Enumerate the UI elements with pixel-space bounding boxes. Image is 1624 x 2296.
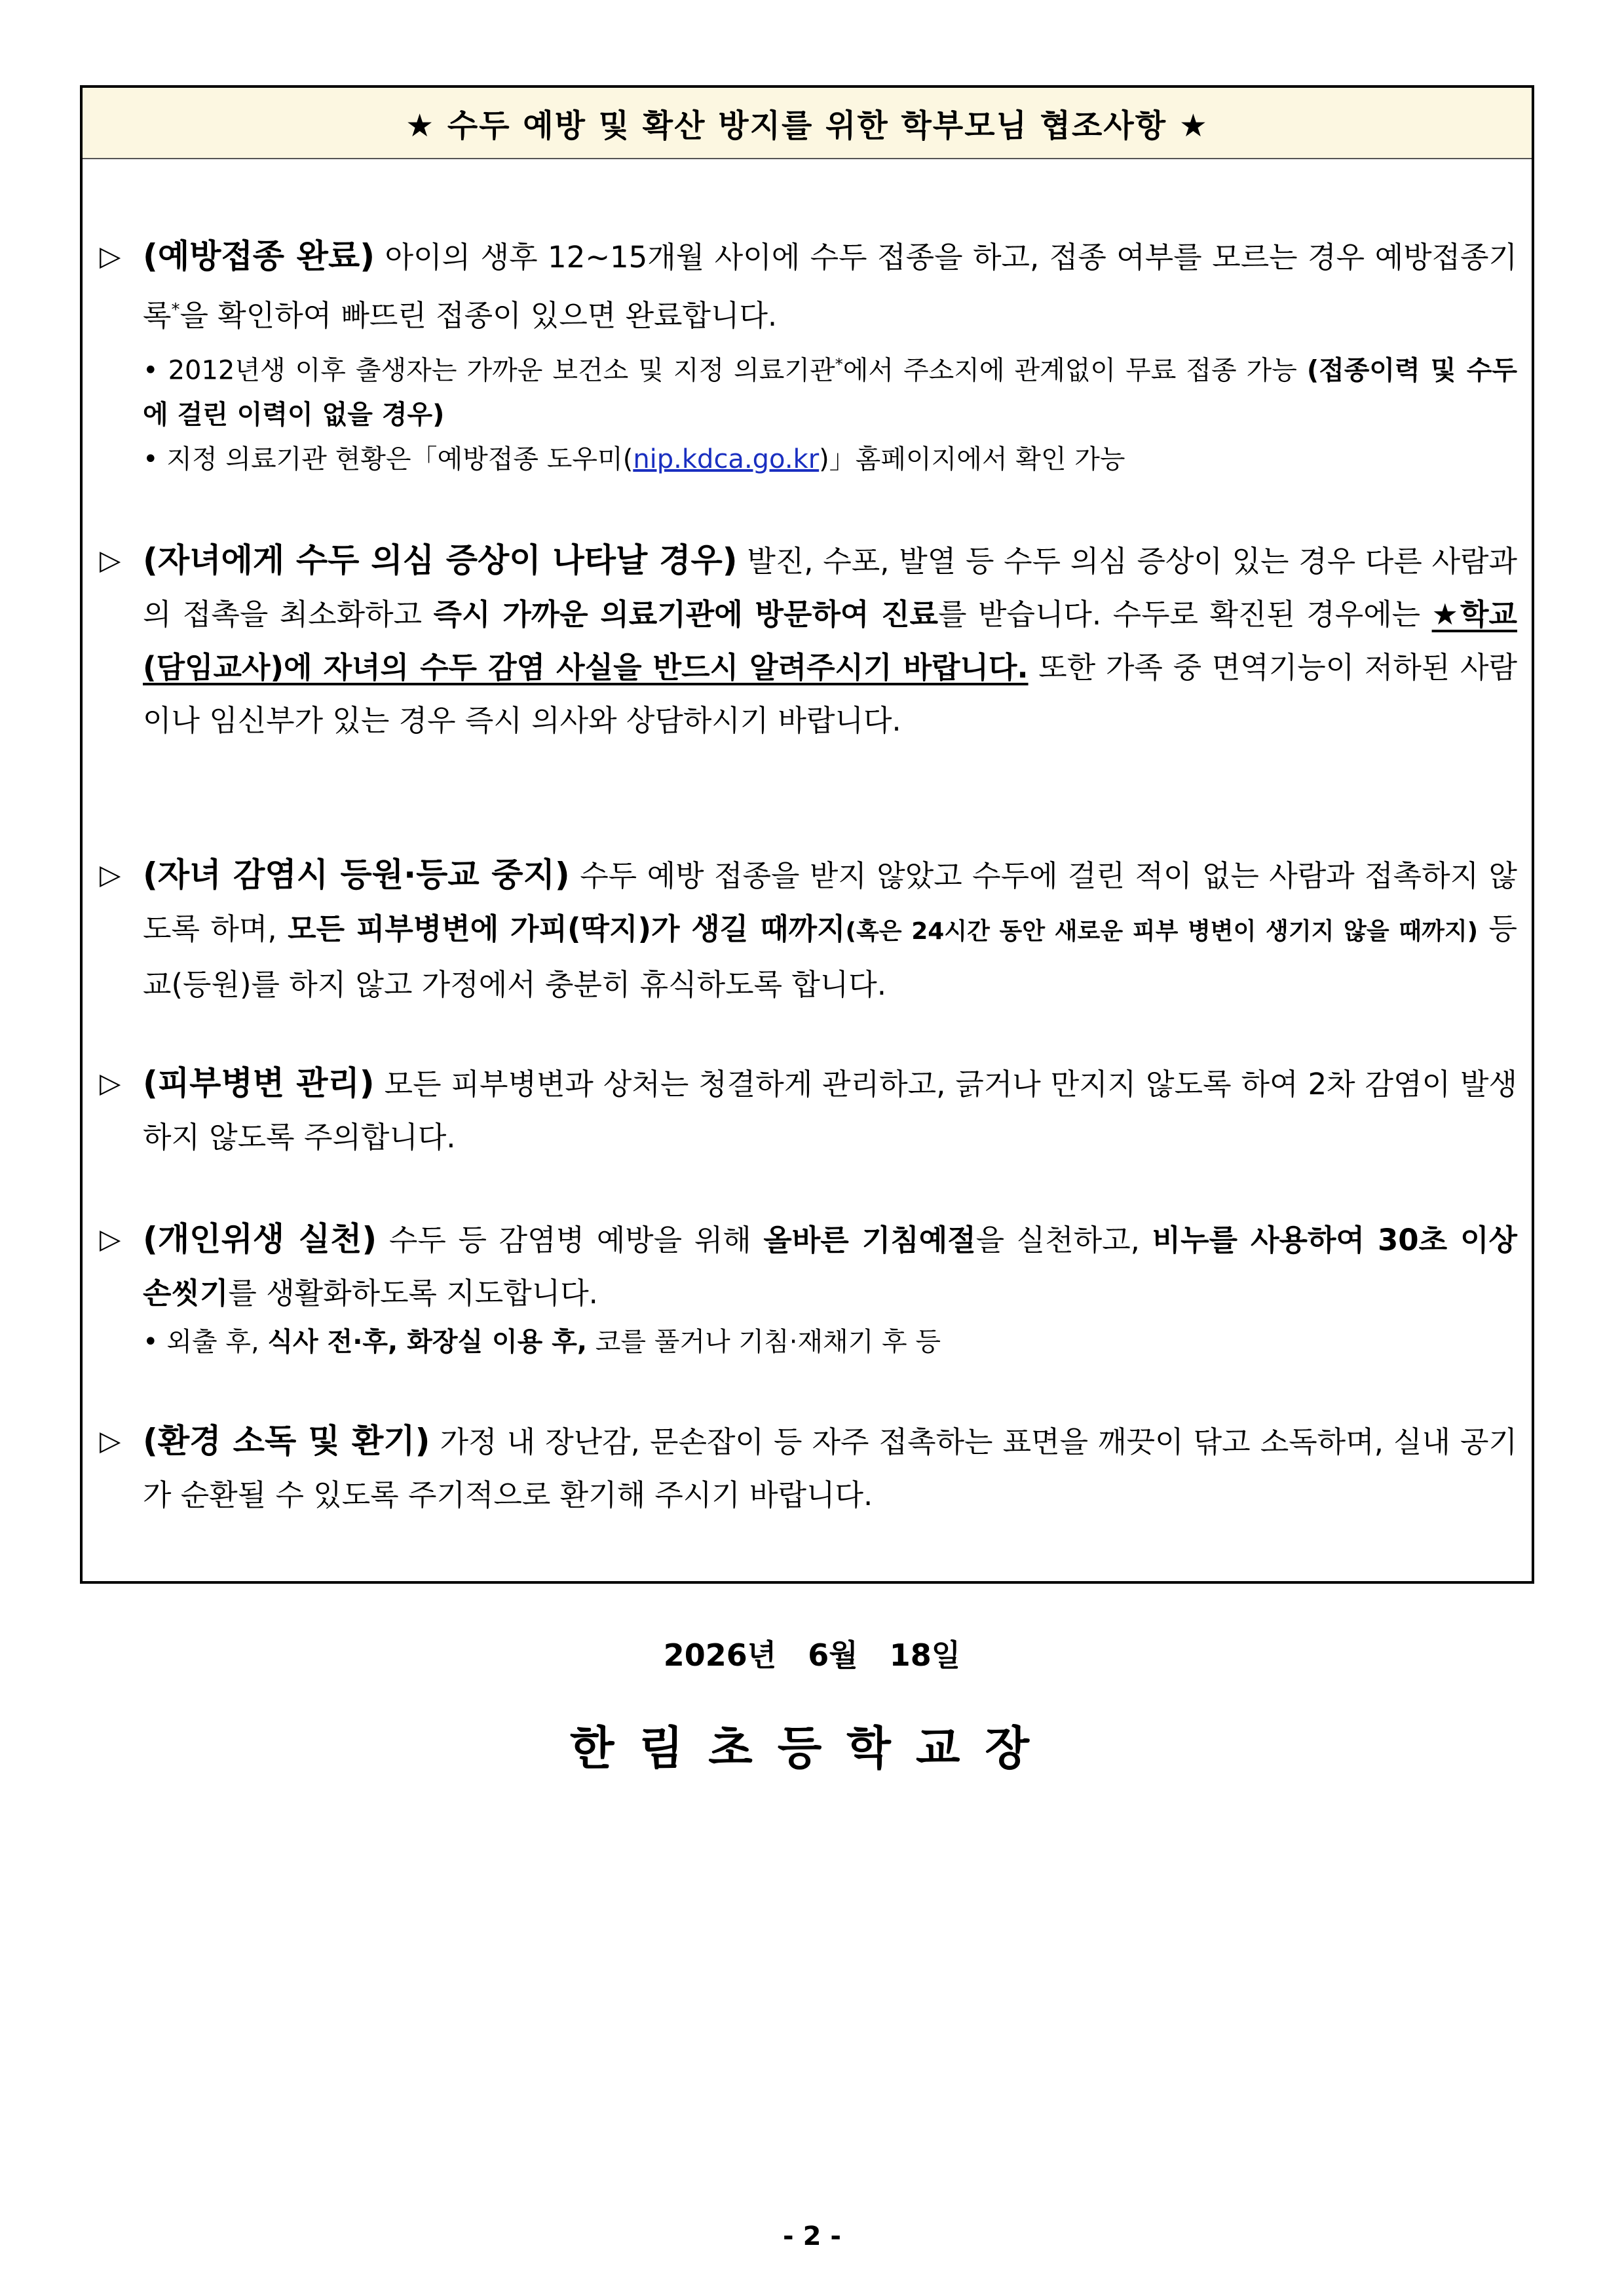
- school-notify-emphasis: ★학교(담임교사)에 자녀의 수두 감염 사실을 반드시 알려주시기 바랍니다.: [143, 597, 1517, 685]
- notice-body: [83, 158, 1532, 1581]
- triangle-bullet-icon: ▷: [100, 544, 121, 576]
- item-heading: (예방접종 완료): [143, 237, 375, 275]
- sub-note: • 지정 의료기관 현황은「예방접종 도우미(nip.kdca.go.kr)」홈페이지에서 확인 가능: [143, 444, 1125, 475]
- sub-note: • 2012년생 이후 출생자는 가까운 보건소 및 지정 의료기관*에서 주소지에 관계없이 무료 접종 가능 (접종이력 및 수두에 걸린 이력이 없을 경우): [143, 355, 1517, 430]
- triangle-bullet-icon: ▷: [100, 240, 121, 272]
- item-text: (자녀에게 수두 의심 증상이 나타날 경우) 발진, 수포, 발열 등 수두 의심 증상이 있는 경우 다른 사람과의 접촉을 최소화하고 즉시 가까운 의료기관에 방문하여 진료를 받습니다. 수두로 확진된 경우에는 ★학교(담임교사)에 자녀의 수두 감염 사실을 반드시 알려주시기 바랍니다. 또한 가족 중 면역기능이 저하된 사람이나 임신부가 있는 경우 즉시 의사와 상담하시기 바랍니다.: [143, 541, 1517, 738]
- item-heading: (개인위생 실천): [143, 1220, 377, 1258]
- triangle-bullet-icon: ▷: [100, 1223, 121, 1255]
- triangle-bullet-icon: ▷: [100, 1067, 121, 1099]
- issue-date: 2026년 6월 18일: [663, 1637, 961, 1673]
- item-text: (자녀 감염시 등원·등교 중지) 수두 예방 접종을 받지 않았고 수두에 걸린 적이 없는 사람과 접촉하지 않도록 하며, 모든 피부병변에 가피(딱지)가 생길 때까지(혹은 24시간 동안 새로운 피부 병변이 생기지 않을 때까지) 등교(등원)를 하지 않고 가정에서 충분히 휴식하도록 합니다.: [143, 856, 1518, 1002]
- page-number: - 2 -: [783, 2221, 841, 2251]
- triangle-bullet-icon: ▷: [100, 858, 121, 890]
- item-text: (예방접종 완료) 아이의 생후 12~15개월 사이에 수두 접종을 하고, 접종 여부를 모르는 경우 예방접종기록*을 확인하여 빠뜨린 접종이 있으면 완료합니다.: [143, 237, 1517, 333]
- nip-link[interactable]: nip.kdca.go.kr: [633, 444, 820, 475]
- notice-item-lesion-care: [100, 1057, 1517, 1164]
- item-text: (환경 소독 및 환기) 가정 내 장난감, 문손잡이 등 자주 접촉하는 표면을 깨끗이 닦고 소독하며, 실내 공기가 순환될 수 있도록 주기적으로 환기해 주시기 바랍니다.: [143, 1422, 1518, 1512]
- triangle-bullet-icon: ▷: [100, 1425, 121, 1457]
- sub-note: • 외출 후, 식사 전·후, 화장실 이용 후, 코를 풀거나 기침·재채기 후 등: [143, 1327, 941, 1357]
- item-heading: (자녀 감염시 등원·등교 중지): [143, 856, 570, 894]
- item-text: (개인위생 실천) 수두 등 감염병 예방을 위해 올바른 기침예절을 실천하고, 비누를 사용하여 30초 이상 손씻기를 생활화하도록 지도합니다.: [143, 1220, 1518, 1311]
- item-heading: (피부병변 관리): [143, 1064, 375, 1102]
- item-heading: (자녀에게 수두 의심 증상이 나타날 경우): [143, 541, 738, 579]
- notice-item-hygiene: [100, 1213, 1517, 1364]
- notice-item-disinfection: [100, 1415, 1517, 1521]
- notice-title: ★ 수두 예방 및 확산 방지를 위한 학부모님 협조사항 ★: [83, 88, 1532, 159]
- item-heading: (환경 소독 및 환기): [143, 1422, 430, 1460]
- item-text: (피부병변 관리) 모든 피부병변과 상처는 청결하게 관리하고, 긁거나 만지지 않도록 하여 2차 감염이 발생하지 않도록 주의합니다.: [143, 1064, 1517, 1155]
- notice-item-attendance: [100, 849, 1517, 1011]
- notice-item-vaccination: [100, 230, 1517, 482]
- notice-item-symptoms: [100, 534, 1517, 747]
- notice-box: [80, 85, 1534, 1584]
- principal-signature: 한림초등학교장: [569, 1721, 1055, 1775]
